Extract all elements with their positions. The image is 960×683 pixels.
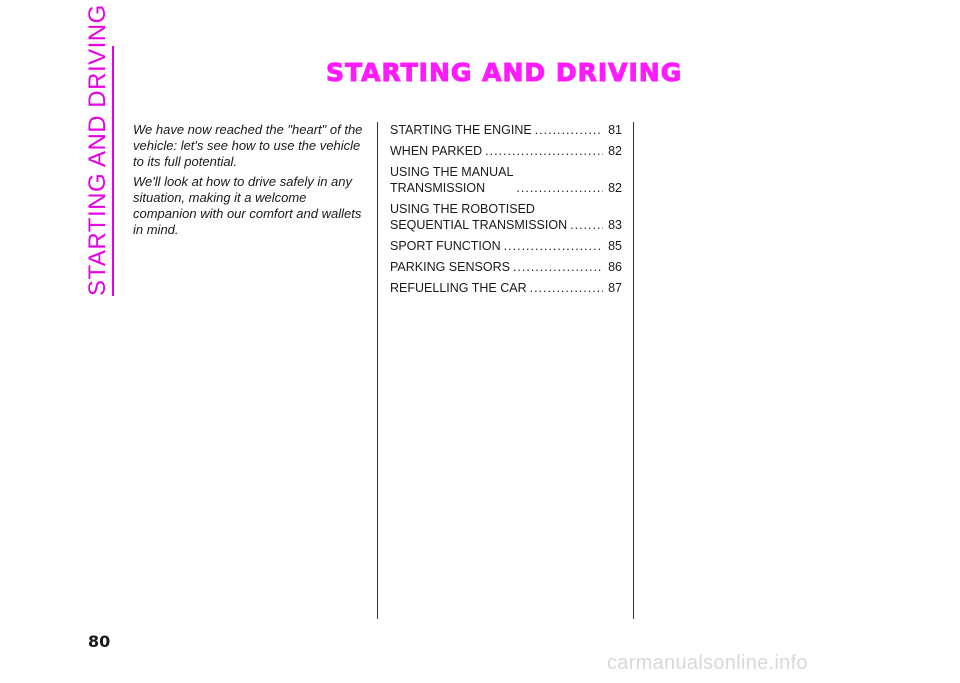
page-title: STARTING AND DRIVING (326, 58, 683, 87)
toc-entry-manual-transmission[interactable] (390, 164, 622, 196)
toc-entry-refuelling[interactable] (390, 280, 622, 296)
toc-entry-title: REFUELLING THE CAR (390, 281, 527, 295)
toc-entry-title: SPORT FUNCTION (390, 239, 501, 253)
toc-entry-title: USING THE MANUAL TRANSMISSION (390, 165, 514, 195)
toc-leader-dots (535, 122, 603, 138)
watermark: carmanualsonline.info (607, 652, 808, 674)
toc-entry-page: 82 (608, 144, 622, 158)
toc-entry-title: PARKING SENSORS (390, 260, 510, 274)
toc-entry-robotised-transmission[interactable] (390, 201, 622, 233)
table-of-contents (390, 122, 622, 301)
toc-entry-page: 87 (608, 281, 622, 295)
page-number: 80 (88, 632, 111, 651)
intro-paragraph-1: We have now reached the "heart" of the vehicle: let's see how to use the vehicle to its full potential. (133, 122, 363, 169)
intro-paragraph-2: We'll look at how to drive safely in any situation, making it a welcome companion with our comfort and wallets in mind. (133, 174, 362, 237)
toc-entry-page: 81 (608, 123, 622, 137)
toc-entry-parking-sensors[interactable] (390, 259, 622, 275)
toc-entry-page: 86 (608, 260, 622, 274)
toc-entry-title: STARTING THE ENGINE (390, 123, 532, 137)
toc-leader-dots (530, 280, 603, 296)
side-chapter-title: STARTING AND DRIVING (85, 46, 114, 296)
toc-entry-page: 85 (608, 239, 622, 253)
column-divider-right (633, 122, 634, 619)
toc-entry-starting-engine[interactable] (390, 122, 622, 138)
toc-entry-when-parked[interactable] (390, 143, 622, 159)
toc-entry-title: USING THE ROBOTISED SEQUENTIAL TRANSMISSION (390, 202, 568, 232)
toc-entry-page: 83 (608, 218, 622, 232)
toc-entry-sport-function[interactable] (390, 238, 622, 254)
toc-entry-title: WHEN PARKED (390, 144, 483, 158)
toc-leader-dots (504, 238, 603, 254)
intro-text (133, 122, 363, 242)
toc-leader-dots (516, 180, 603, 196)
toc-leader-dots (513, 259, 603, 275)
toc-leader-dots (570, 217, 603, 233)
toc-entry-page: 82 (608, 181, 622, 195)
toc-leader-dots (485, 143, 603, 159)
column-divider-left (377, 122, 378, 619)
